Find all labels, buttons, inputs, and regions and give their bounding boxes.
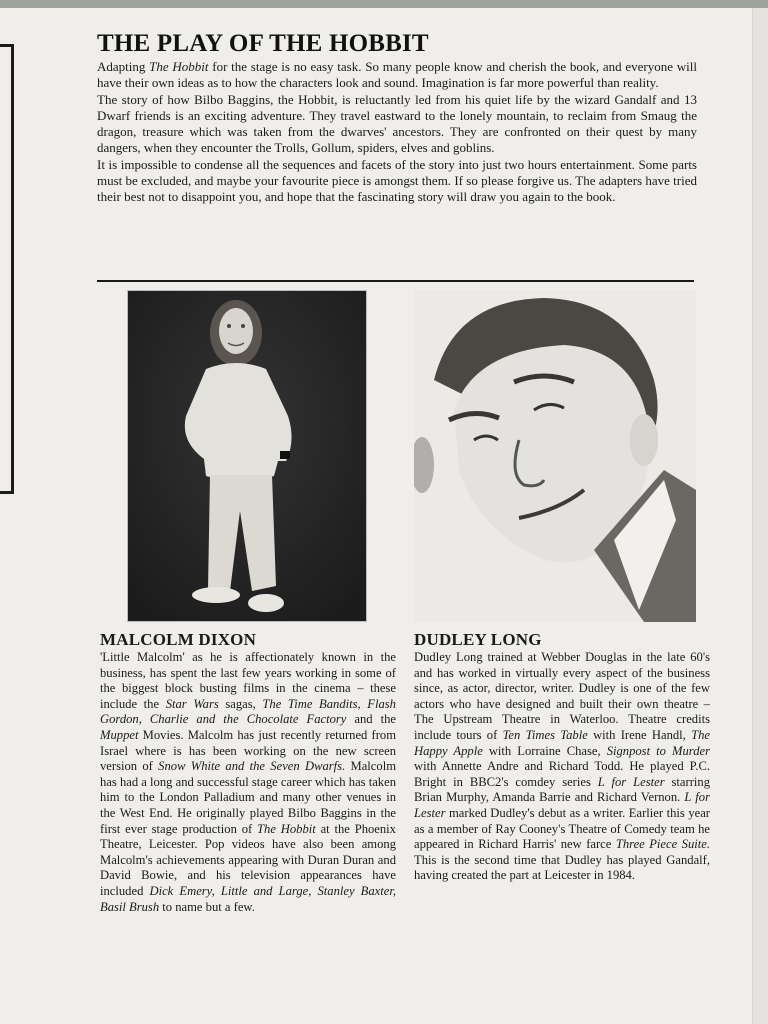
bio-text (414, 650, 710, 884)
text-run: starring Brian Murphy, Amanda Barrie and Richard Vernon. (414, 774, 710, 805)
photo-malcolm-dixon (127, 290, 367, 622)
book-title: The Hobbit (149, 59, 209, 74)
text-run: with Irene Handl, (587, 727, 692, 742)
article-title: THE PLAY OF THE HOBBIT (97, 30, 429, 57)
bio-text (100, 650, 396, 915)
story-paragraph: The story of how Bilbo Baggins, the Hobbit, is reluctantly led from his quiet life by the wizard Gandalf and 13 Dwarf friends is an exciting adventure. They travel eastward to the lonely mountain, to reclaim from Smaug the dragon, treasure which was taken from the dwarves' ancestors. They are confronted on their quest by many dangers, when they encounter the Trolls, Gollum, spiders, elves and goblins. (97, 91, 697, 156)
photo-dudley-long (414, 290, 696, 622)
text-run: Adapting (97, 59, 150, 74)
text-run: marked Dudley's debut as a writer. Earlier this year as a member of Ray Cooney's Theatre of Comedy team he appeared in Richard Harris' new farce (414, 805, 710, 852)
bio-dudley-long (414, 630, 710, 884)
text-run: and the (346, 712, 396, 727)
section-divider (97, 280, 694, 282)
work-title: Snow White and the Seven Dwarfs. (158, 759, 346, 774)
text-run: with Lorraine Chase, (482, 743, 607, 758)
text-run: sagas, (218, 696, 263, 711)
text-run: Dudley Long trained at Webber Douglas in the late 60's and has worked in virtually every aspect of the business since, as actor, director, writer. Dudley is one of the few actors who have designed and built their own theatre – The Upstream Theatre in Waterloo. Theatre credits include tours of (414, 650, 710, 742)
bio-name: DUDLEY LONG (414, 630, 542, 649)
page-edge (752, 8, 768, 1024)
work-title: The Happy Apple (414, 727, 710, 758)
text-run: This is the second time that Dudley has played Gandalf, having created the part at Leicester in 1984. (414, 852, 710, 883)
text-run: 'Little Malcolm' as he is affectionately known in the business, has spent the last few years working in some of the biggest block busting films in the cinema – these include the (100, 650, 396, 711)
work-title: The Time Bandits, Flash Gordon, Charlie and the Chocolate Factory (100, 696, 396, 727)
text-run: Movies. Malcolm has just recently returned from Israel where is has been working on the new screen version of (100, 727, 396, 774)
work-title: L for Lester (414, 790, 710, 820)
binding-strip (0, 0, 768, 8)
malcolm-dixon-figure (128, 291, 366, 621)
intro-paragraph (97, 59, 697, 92)
work-title: Three Piece Suite. (615, 837, 710, 852)
text-run: with Annette Andre and Richard Todd. He played P.C. Bright in BBC2's comdey series (414, 759, 710, 789)
work-title: Ten Times Table (502, 727, 588, 742)
work-title: Muppet (100, 727, 139, 742)
apology-paragraph: It is impossible to condense all the sequences and facets of the story into just two hours entertainment. Some parts must be excluded, and maybe your favourite piece is amongst them. If so please forgive us. The adapters have tried their best not to disappoint you, and hope that the fascinating story will draw you again to the book. (97, 156, 697, 205)
article (97, 30, 697, 206)
work-title: L for Lester (597, 774, 665, 789)
text-run: for the stage is no easy task. So many people know and cherish the book, and everyone will have their own ideas as to how the characters look and sound. Imagination is far more powerful than reality. (97, 59, 697, 91)
bio-malcolm-dixon (100, 630, 396, 915)
work-title: Dick Emery, Little and Large, Stanley Baxter, Basil Brush (100, 883, 397, 914)
bio-name: MALCOLM DIXON (100, 630, 257, 649)
text-run: at the Phoenix Theatre, Leicester. Pop videos have also been among Malcolm's achievements appearing with Duran Duran and David Bowie, and his television appearances have included (100, 821, 396, 898)
dudley-long-portrait (414, 290, 696, 622)
facing-page-frame (0, 44, 14, 494)
work-title: Signpost to Murder (606, 743, 710, 758)
work-title: The Hobbit (257, 821, 316, 836)
text-run: Malcolm has had a long and successful stage career which has taken him to the London Palladium and many other venues in the West End. He originally played Bilbo Baggins in the first ever stage production of (100, 759, 396, 836)
article-body (97, 59, 697, 206)
text-run: to name but a few. (159, 899, 255, 914)
work-title: Star Wars (165, 696, 219, 711)
